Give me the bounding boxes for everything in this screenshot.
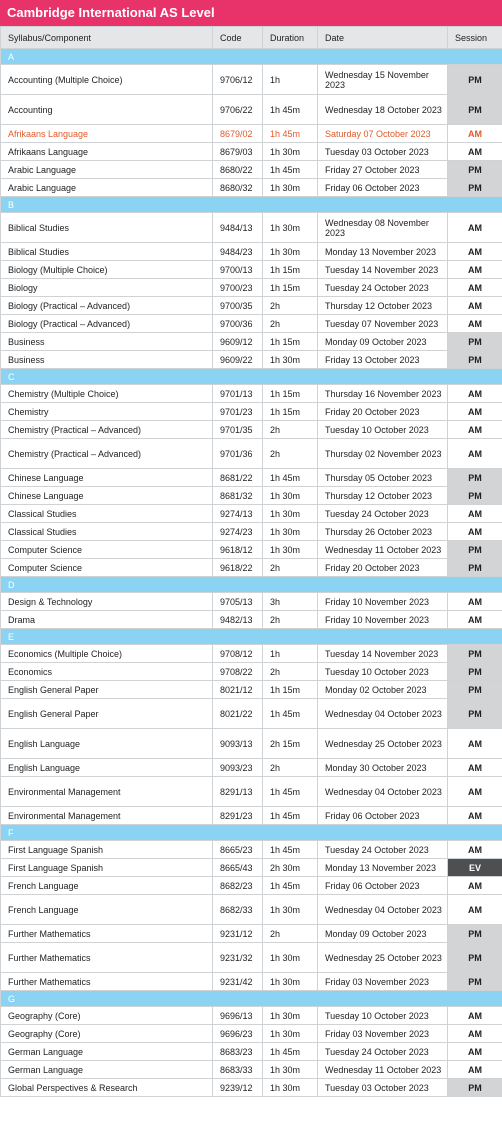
cell-date: Thursday 02 November 2023 (318, 439, 448, 469)
cell-session: AM (448, 315, 502, 333)
cell-syllabus: Design & Technology (1, 593, 213, 611)
cell-date: Monday 09 October 2023 (318, 333, 448, 351)
table-row (1, 859, 502, 877)
table-row (1, 807, 502, 825)
section-letter: F (1, 825, 502, 841)
cell-code: 9274/23 (213, 523, 263, 541)
cell-code: 8021/12 (213, 681, 263, 699)
cell-syllabus: Classical Studies (1, 505, 213, 523)
cell-code: 9093/13 (213, 729, 263, 759)
cell-date: Monday 09 October 2023 (318, 925, 448, 943)
col-date: Date (318, 27, 448, 49)
cell-session: PM (448, 351, 502, 369)
page-title: Cambridge International AS Level (0, 0, 502, 26)
section-letter: G (1, 991, 502, 1007)
cell-syllabus: Classical Studies (1, 523, 213, 541)
cell-syllabus: Business (1, 333, 213, 351)
cell-code: 8680/22 (213, 161, 263, 179)
cell-code: 8679/03 (213, 143, 263, 161)
table-row (1, 777, 502, 807)
cell-code: 8681/22 (213, 469, 263, 487)
cell-session: AM (448, 611, 502, 629)
cell-duration: 2h (263, 559, 318, 577)
cell-syllabus: English Language (1, 729, 213, 759)
col-duration: Duration (263, 27, 318, 49)
cell-date: Friday 13 October 2023 (318, 351, 448, 369)
cell-session: AM (448, 807, 502, 825)
cell-duration: 2h (263, 297, 318, 315)
table-row (1, 729, 502, 759)
cell-code: 8679/02 (213, 125, 263, 143)
cell-syllabus: Computer Science (1, 541, 213, 559)
cell-code: 9609/22 (213, 351, 263, 369)
cell-syllabus: Arabic Language (1, 179, 213, 197)
cell-syllabus: Further Mathematics (1, 943, 213, 973)
cell-code: 9484/23 (213, 243, 263, 261)
cell-duration: 1h 30m (263, 179, 318, 197)
cell-syllabus: Biblical Studies (1, 243, 213, 261)
cell-syllabus: Chinese Language (1, 469, 213, 487)
cell-date: Thursday 12 October 2023 (318, 297, 448, 315)
table-row (1, 895, 502, 925)
cell-session: PM (448, 95, 502, 125)
table-row (1, 973, 502, 991)
section-header (1, 49, 502, 65)
cell-date: Thursday 16 November 2023 (318, 385, 448, 403)
cell-code: 9618/22 (213, 559, 263, 577)
cell-session: AM (448, 1061, 502, 1079)
cell-session: PM (448, 469, 502, 487)
section-letter: B (1, 197, 502, 213)
cell-session: PM (448, 681, 502, 699)
cell-syllabus: Chemistry (Multiple Choice) (1, 385, 213, 403)
cell-duration: 1h 45m (263, 877, 318, 895)
cell-duration: 1h 45m (263, 95, 318, 125)
cell-syllabus: Geography (Core) (1, 1025, 213, 1043)
cell-duration: 1h 45m (263, 469, 318, 487)
cell-duration: 1h 30m (263, 243, 318, 261)
cell-code: 9696/23 (213, 1025, 263, 1043)
cell-syllabus: Business (1, 351, 213, 369)
cell-code: 9701/13 (213, 385, 263, 403)
section-header (1, 825, 502, 841)
cell-code: 9274/13 (213, 505, 263, 523)
cell-session: AM (448, 213, 502, 243)
cell-session: AM (448, 143, 502, 161)
cell-syllabus: English Language (1, 759, 213, 777)
cell-duration: 1h 30m (263, 143, 318, 161)
cell-duration: 1h 30m (263, 1061, 318, 1079)
table-row (1, 877, 502, 895)
cell-date: Tuesday 07 November 2023 (318, 315, 448, 333)
cell-date: Tuesday 24 October 2023 (318, 505, 448, 523)
cell-session: AM (448, 841, 502, 859)
cell-syllabus: Global Perspectives & Research (1, 1079, 213, 1097)
cell-date: Saturday 07 October 2023 (318, 125, 448, 143)
cell-syllabus: Further Mathematics (1, 925, 213, 943)
cell-duration: 2h (263, 663, 318, 681)
cell-code: 9705/13 (213, 593, 263, 611)
cell-session: AM (448, 243, 502, 261)
cell-code: 9231/42 (213, 973, 263, 991)
cell-syllabus: English General Paper (1, 699, 213, 729)
table-row (1, 125, 502, 143)
cell-session: PM (448, 65, 502, 95)
table-row (1, 213, 502, 243)
section-header (1, 577, 502, 593)
cell-session: AM (448, 297, 502, 315)
table-row (1, 1079, 502, 1097)
cell-session: PM (448, 333, 502, 351)
cell-code: 8680/32 (213, 179, 263, 197)
timetable (0, 26, 502, 1097)
col-code: Code (213, 27, 263, 49)
cell-duration: 1h 30m (263, 213, 318, 243)
table-row (1, 559, 502, 577)
cell-date: Monday 13 November 2023 (318, 859, 448, 877)
cell-syllabus: Afrikaans Language (1, 125, 213, 143)
cell-duration: 1h 45m (263, 777, 318, 807)
cell-syllabus: Economics (1, 663, 213, 681)
cell-code: 9700/23 (213, 279, 263, 297)
cell-session: AM (448, 385, 502, 403)
cell-syllabus: German Language (1, 1043, 213, 1061)
cell-code: 9701/23 (213, 403, 263, 421)
cell-code: 9231/12 (213, 925, 263, 943)
cell-syllabus: Biology (Practical – Advanced) (1, 315, 213, 333)
col-session: Session (448, 27, 502, 49)
cell-duration: 1h 45m (263, 699, 318, 729)
cell-syllabus: Economics (Multiple Choice) (1, 645, 213, 663)
table-row (1, 645, 502, 663)
table-row (1, 663, 502, 681)
table-row (1, 759, 502, 777)
cell-code: 8682/33 (213, 895, 263, 925)
table-row (1, 279, 502, 297)
cell-code: 9609/12 (213, 333, 263, 351)
cell-code: 9706/12 (213, 65, 263, 95)
cell-session: PM (448, 699, 502, 729)
table-row (1, 351, 502, 369)
section-letter: C (1, 369, 502, 385)
cell-date: Tuesday 10 October 2023 (318, 1007, 448, 1025)
cell-date: Thursday 26 October 2023 (318, 523, 448, 541)
section-header (1, 197, 502, 213)
cell-session: EV (448, 859, 502, 877)
cell-code: 9700/36 (213, 315, 263, 333)
table-row (1, 1061, 502, 1079)
section-letter: D (1, 577, 502, 593)
cell-duration: 1h 45m (263, 1043, 318, 1061)
col-syllabus: Syllabus/Component (1, 27, 213, 49)
section-letter: E (1, 629, 502, 645)
cell-session: PM (448, 645, 502, 663)
cell-date: Friday 06 October 2023 (318, 877, 448, 895)
table-row (1, 333, 502, 351)
cell-code: 9708/12 (213, 645, 263, 663)
cell-duration: 2h (263, 315, 318, 333)
cell-duration: 2h (263, 759, 318, 777)
cell-syllabus: Environmental Management (1, 807, 213, 825)
cell-code: 8683/23 (213, 1043, 263, 1061)
cell-date: Tuesday 24 October 2023 (318, 1043, 448, 1061)
cell-session: PM (448, 663, 502, 681)
cell-date: Tuesday 14 November 2023 (318, 645, 448, 663)
cell-code: 8683/33 (213, 1061, 263, 1079)
cell-syllabus: Chemistry (Practical – Advanced) (1, 439, 213, 469)
cell-duration: 3h (263, 593, 318, 611)
cell-duration: 1h 30m (263, 523, 318, 541)
cell-duration: 1h 30m (263, 505, 318, 523)
cell-code: 9231/32 (213, 943, 263, 973)
table-row (1, 315, 502, 333)
cell-date: Friday 06 October 2023 (318, 179, 448, 197)
cell-session: AM (448, 777, 502, 807)
cell-date: Friday 03 November 2023 (318, 973, 448, 991)
cell-date: Wednesday 18 October 2023 (318, 95, 448, 125)
cell-syllabus: Biology (Multiple Choice) (1, 261, 213, 279)
cell-syllabus: First Language Spanish (1, 859, 213, 877)
cell-session: AM (448, 877, 502, 895)
cell-syllabus: Drama (1, 611, 213, 629)
table-row (1, 487, 502, 505)
table-header (1, 27, 502, 49)
cell-syllabus: Biblical Studies (1, 213, 213, 243)
cell-duration: 1h 30m (263, 895, 318, 925)
table-row (1, 523, 502, 541)
cell-duration: 1h 30m (263, 973, 318, 991)
cell-session: PM (448, 943, 502, 973)
cell-duration: 1h 15m (263, 681, 318, 699)
table-row (1, 421, 502, 439)
table-row (1, 1007, 502, 1025)
table-row (1, 841, 502, 859)
table-row (1, 143, 502, 161)
cell-date: Tuesday 10 October 2023 (318, 421, 448, 439)
cell-syllabus: Chinese Language (1, 487, 213, 505)
cell-session: PM (448, 1079, 502, 1097)
cell-duration: 1h 15m (263, 333, 318, 351)
cell-duration: 1h (263, 65, 318, 95)
cell-code: 9708/22 (213, 663, 263, 681)
cell-date: Friday 06 October 2023 (318, 807, 448, 825)
cell-syllabus: Afrikaans Language (1, 143, 213, 161)
cell-duration: 1h 15m (263, 279, 318, 297)
cell-session: PM (448, 541, 502, 559)
table-row (1, 925, 502, 943)
cell-date: Tuesday 24 October 2023 (318, 841, 448, 859)
cell-duration: 1h 30m (263, 487, 318, 505)
cell-session: PM (448, 973, 502, 991)
section-letter: A (1, 49, 502, 65)
cell-date: Tuesday 24 October 2023 (318, 279, 448, 297)
cell-code: 8021/22 (213, 699, 263, 729)
cell-syllabus: Accounting (1, 95, 213, 125)
cell-code: 9701/35 (213, 421, 263, 439)
cell-duration: 2h (263, 421, 318, 439)
cell-date: Wednesday 04 October 2023 (318, 895, 448, 925)
table-row (1, 1025, 502, 1043)
table-row (1, 699, 502, 729)
cell-duration: 1h 30m (263, 351, 318, 369)
table-row (1, 403, 502, 421)
cell-code: 9618/12 (213, 541, 263, 559)
table-row (1, 541, 502, 559)
cell-syllabus: Arabic Language (1, 161, 213, 179)
table-row (1, 243, 502, 261)
cell-session: PM (448, 487, 502, 505)
table-row (1, 1043, 502, 1061)
section-header (1, 991, 502, 1007)
cell-syllabus: French Language (1, 877, 213, 895)
cell-session: AM (448, 523, 502, 541)
section-header (1, 369, 502, 385)
table-row (1, 65, 502, 95)
cell-syllabus: Chemistry (1, 403, 213, 421)
table-row (1, 261, 502, 279)
cell-duration: 1h 45m (263, 125, 318, 143)
cell-session: AM (448, 1043, 502, 1061)
cell-duration: 1h 30m (263, 1007, 318, 1025)
cell-session: PM (448, 925, 502, 943)
cell-session: PM (448, 179, 502, 197)
cell-session: AM (448, 403, 502, 421)
table-row (1, 161, 502, 179)
cell-date: Wednesday 08 November 2023 (318, 213, 448, 243)
table-row (1, 593, 502, 611)
cell-syllabus: Geography (Core) (1, 1007, 213, 1025)
cell-code: 9700/13 (213, 261, 263, 279)
table-row (1, 297, 502, 315)
cell-code: 8291/13 (213, 777, 263, 807)
cell-duration: 2h 15m (263, 729, 318, 759)
table-row (1, 469, 502, 487)
cell-code: 9701/36 (213, 439, 263, 469)
cell-date: Wednesday 11 October 2023 (318, 1061, 448, 1079)
table-body (1, 49, 502, 1097)
table-row (1, 385, 502, 403)
cell-date: Monday 13 November 2023 (318, 243, 448, 261)
cell-session: AM (448, 895, 502, 925)
cell-syllabus: French Language (1, 895, 213, 925)
cell-duration: 1h 45m (263, 841, 318, 859)
cell-session: PM (448, 559, 502, 577)
cell-date: Friday 10 November 2023 (318, 611, 448, 629)
table-row (1, 505, 502, 523)
cell-date: Friday 10 November 2023 (318, 593, 448, 611)
table-row (1, 943, 502, 973)
cell-date: Monday 30 October 2023 (318, 759, 448, 777)
cell-syllabus: German Language (1, 1061, 213, 1079)
cell-code: 8682/23 (213, 877, 263, 895)
cell-code: 9482/13 (213, 611, 263, 629)
cell-date: Friday 20 October 2023 (318, 403, 448, 421)
cell-date: Monday 02 October 2023 (318, 681, 448, 699)
cell-session: AM (448, 1025, 502, 1043)
cell-code: 9706/22 (213, 95, 263, 125)
cell-duration: 1h 45m (263, 807, 318, 825)
cell-duration: 1h 15m (263, 403, 318, 421)
cell-date: Wednesday 25 October 2023 (318, 729, 448, 759)
cell-syllabus: Environmental Management (1, 777, 213, 807)
cell-code: 9093/23 (213, 759, 263, 777)
cell-syllabus: Biology (Practical – Advanced) (1, 297, 213, 315)
cell-duration: 2h (263, 439, 318, 469)
cell-code: 9700/35 (213, 297, 263, 315)
cell-syllabus: First Language Spanish (1, 841, 213, 859)
cell-duration: 1h 45m (263, 161, 318, 179)
cell-date: Wednesday 11 October 2023 (318, 541, 448, 559)
cell-duration: 1h 15m (263, 385, 318, 403)
cell-session: PM (448, 161, 502, 179)
cell-date: Friday 20 October 2023 (318, 559, 448, 577)
table-row (1, 439, 502, 469)
cell-duration: 2h 30m (263, 859, 318, 877)
cell-session: AM (448, 439, 502, 469)
cell-session: AM (448, 759, 502, 777)
cell-code: 9239/12 (213, 1079, 263, 1097)
table-row (1, 611, 502, 629)
cell-date: Tuesday 03 October 2023 (318, 143, 448, 161)
cell-duration: 1h (263, 645, 318, 663)
table-row (1, 179, 502, 197)
cell-session: AM (448, 261, 502, 279)
section-header (1, 629, 502, 645)
cell-syllabus: Further Mathematics (1, 973, 213, 991)
cell-duration: 2h (263, 611, 318, 629)
cell-duration: 1h 30m (263, 1025, 318, 1043)
cell-date: Thursday 05 October 2023 (318, 469, 448, 487)
cell-date: Tuesday 14 November 2023 (318, 261, 448, 279)
cell-date: Wednesday 04 October 2023 (318, 699, 448, 729)
cell-code: 8681/32 (213, 487, 263, 505)
cell-date: Tuesday 10 October 2023 (318, 663, 448, 681)
cell-date: Friday 27 October 2023 (318, 161, 448, 179)
table-row (1, 95, 502, 125)
cell-session: AM (448, 593, 502, 611)
cell-duration: 1h 30m (263, 943, 318, 973)
cell-date: Wednesday 25 October 2023 (318, 943, 448, 973)
cell-session: AM (448, 505, 502, 523)
cell-code: 8291/23 (213, 807, 263, 825)
cell-session: AM (448, 1007, 502, 1025)
cell-date: Thursday 12 October 2023 (318, 487, 448, 505)
cell-syllabus: Computer Science (1, 559, 213, 577)
cell-syllabus: Accounting (Multiple Choice) (1, 65, 213, 95)
cell-duration: 2h (263, 925, 318, 943)
cell-date: Tuesday 03 October 2023 (318, 1079, 448, 1097)
cell-duration: 1h 30m (263, 1079, 318, 1097)
cell-date: Wednesday 15 November 2023 (318, 65, 448, 95)
cell-code: 8665/43 (213, 859, 263, 877)
cell-syllabus: English General Paper (1, 681, 213, 699)
cell-syllabus: Chemistry (Practical – Advanced) (1, 421, 213, 439)
cell-code: 8665/23 (213, 841, 263, 859)
cell-code: 9484/13 (213, 213, 263, 243)
cell-code: 9696/13 (213, 1007, 263, 1025)
cell-syllabus: Biology (1, 279, 213, 297)
cell-duration: 1h 15m (263, 261, 318, 279)
cell-date: Friday 03 November 2023 (318, 1025, 448, 1043)
cell-session: AM (448, 729, 502, 759)
table-row (1, 681, 502, 699)
cell-duration: 1h 30m (263, 541, 318, 559)
cell-session: AM (448, 125, 502, 143)
cell-date: Wednesday 04 October 2023 (318, 777, 448, 807)
cell-session: AM (448, 279, 502, 297)
cell-session: AM (448, 421, 502, 439)
